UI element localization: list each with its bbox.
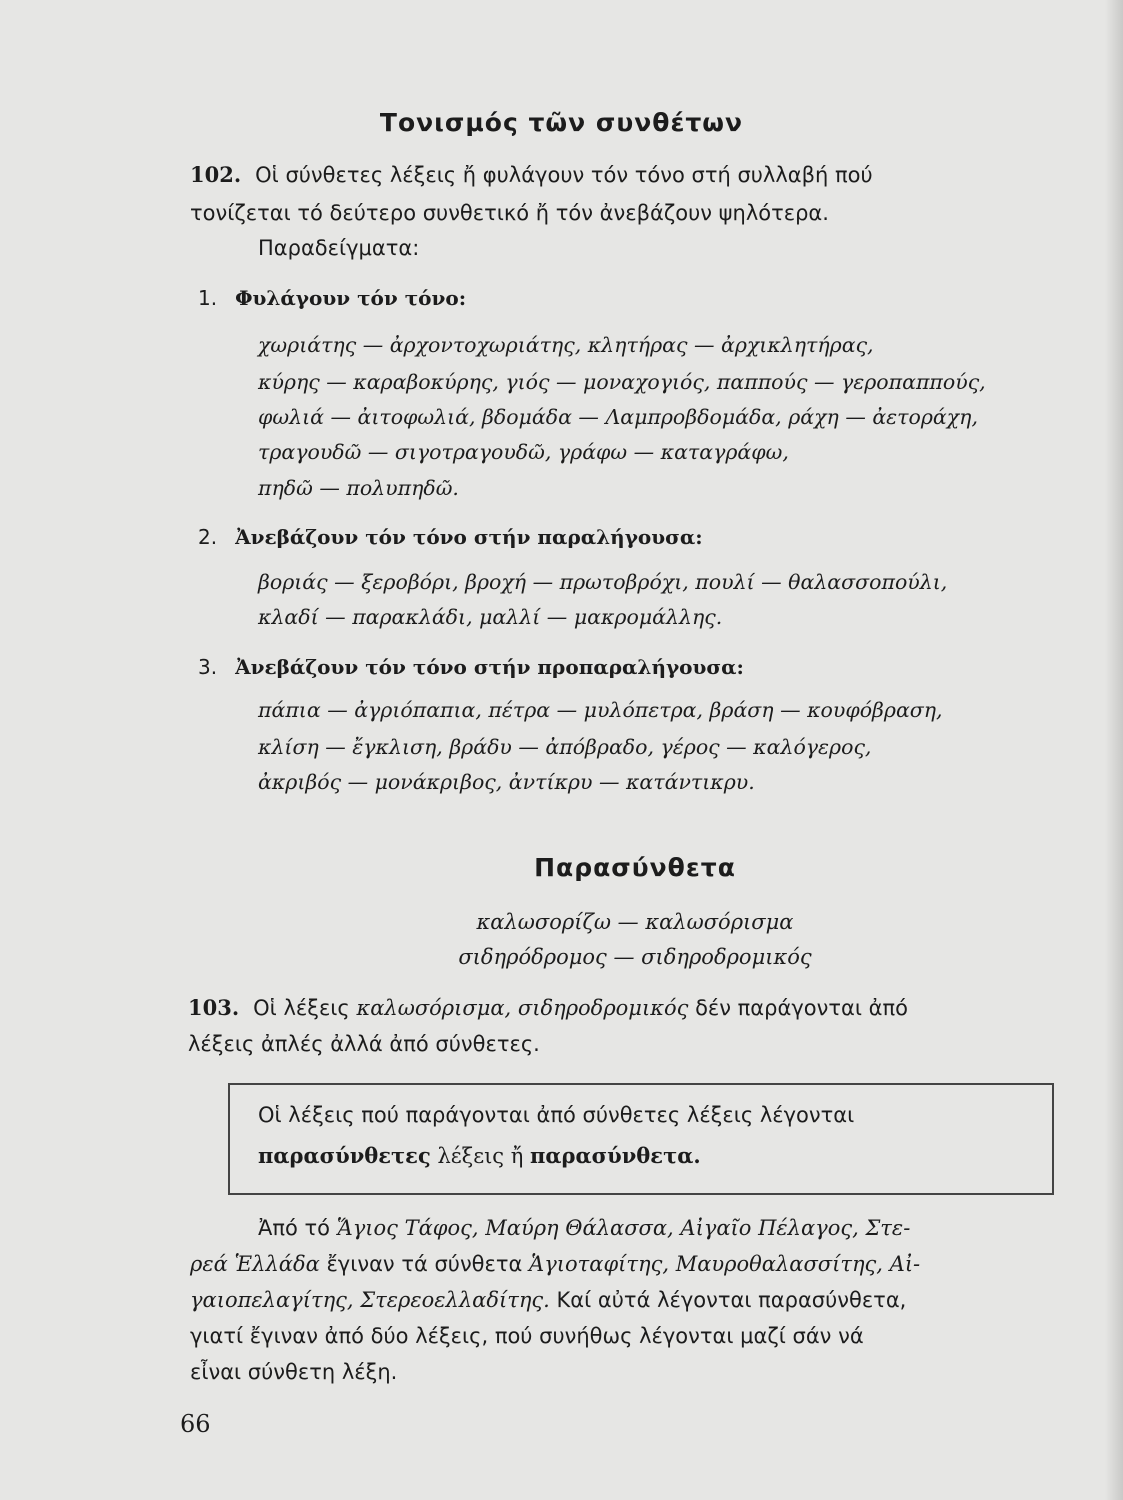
item-2-heading: [198, 525, 703, 549]
paragraph-103-italic: καλωσόρισμα, σιδηροδρομικός: [356, 996, 689, 1020]
final-italic: γαιοπελαγίτης, Στερεοελλαδίτης.: [190, 1288, 550, 1312]
rule-term: παρασύνθετες: [258, 1143, 431, 1168]
item-2-example-line: βοριάς — ξεροβόρι, βροχή — πρωτοβρόχι, πουλί — θαλασσοπούλι,: [258, 570, 948, 594]
final-paragraph-line1: [258, 1210, 910, 1246]
item-2-number: 2.: [198, 525, 218, 549]
section-title-parasyntheta: Παρασύνθετα: [534, 853, 736, 882]
final-italic: Ἁγιοταφίτης, Μαυροθαλασσίτης, Αἰ-: [529, 1252, 921, 1276]
rule-text: λέξεις ἤ: [437, 1144, 524, 1168]
rule-term: παρασύνθετα.: [530, 1143, 701, 1168]
item-1-heading: [198, 286, 466, 310]
final-paragraph-line5: εἶναι σύνθετη λέξη.: [190, 1360, 398, 1384]
item-2-title: Ἀνεβάζουν τόν τόνο στήν παραλήγουσα:: [235, 525, 703, 549]
paragraph-102-text: Οἱ σύνθετες λέξεις ἤ φυλάγουν τόν τόνο στή συλλαβή πού: [255, 163, 873, 187]
item-1-example-line: πηδῶ — πολυπηδῶ.: [258, 476, 459, 500]
paragraph-103-text: Οἱ λέξεις: [253, 996, 350, 1020]
item-1-example-line: τραγουδῶ — σιγοτραγουδῶ, γράφω — καταγράφω,: [258, 440, 789, 464]
item-1-number: 1.: [198, 286, 218, 310]
item-2-example-line: κλαδί — παρακλάδι, μαλλί — μακρομάλλης.: [258, 605, 723, 629]
rule-box-line2: [258, 1143, 701, 1168]
final-italic: Ἅγιος Τάφος, Μαύρη Θάλασσα, Αἰγαῖο Πέλαγος, Στε-: [336, 1216, 911, 1240]
item-3-heading: [198, 655, 744, 679]
rule-box-line1: Οἱ λέξεις πού παράγονται ἀπό σύνθετες λέξεις λέγονται: [258, 1103, 855, 1127]
item-3-example-line: πάπια — ἀγριόπαπια, πέτρα — μυλόπετρα, βράση — κουφόβραση,: [258, 698, 943, 722]
item-3-example-line: ἀκριβός — μονάκριβος, ἀντίκρυ — κατάντικρυ.: [258, 770, 755, 794]
item-1-example-line: χωριάτης — ἀρχοντοχωριάτης, κλητήρας — ἀρχικλητήρας,: [258, 333, 874, 357]
item-1-example-line: φωλιά — ἀιτοφωλιά, βδομάδα — Λαμπροβδομάδα, ράχη — ἀετοράχη,: [258, 405, 978, 429]
paragraph-number-102: 102.: [190, 162, 242, 187]
examples-label: Παραδείγματα:: [258, 236, 420, 260]
paragraph-number-103: 103.: [188, 995, 240, 1020]
paragraph-103-text: δέν παράγονται ἀπό: [695, 996, 908, 1020]
paragraph-103-line1: [188, 990, 908, 1026]
final-paragraph-line2: [190, 1246, 920, 1282]
final-text: Καί αὐτά λέγονται παρασύνθετα,: [556, 1288, 907, 1312]
page-number: 66: [180, 1410, 211, 1438]
paragraph-103-line2: λέξεις ἀπλές ἀλλά ἀπό σύνθετες.: [188, 1032, 540, 1056]
item-1-example-line: κύρης — καραβοκύρης, γιός — μοναχογιός, παππούς — γεροπαππούς,: [258, 370, 986, 394]
paragraph-102-line2: τονίζεται τό δεύτερο συνθετικό ἤ τόν ἀνεβάζουν ψηλότερα.: [190, 201, 829, 225]
section-title-compounds: Τονισμός τῶν συνθέτων: [379, 108, 744, 137]
final-text: Ἀπό τό: [258, 1216, 331, 1240]
item-3-title: Ἀνεβάζουν τόν τόνο στήν προπαραλήγουσα:: [235, 655, 744, 679]
final-paragraph-line4: γιατί ἔγιναν ἀπό δύο λέξεις, πού συνήθως λέγονται μαζί σάν νά: [190, 1324, 864, 1348]
final-italic: ρεά Ἑλλάδα: [190, 1252, 320, 1276]
final-text: ἔγιναν τά σύνθετα: [326, 1252, 523, 1276]
item-3-number: 3.: [198, 655, 218, 679]
item-1-title: Φυλάγουν τόν τόνο:: [235, 286, 467, 310]
item-3-example-line: κλίση — ἔγκλιση, βράδυ — ἀπόβραδο, γέρος — καλόγερος,: [258, 735, 872, 759]
centered-example-line: σιδηρόδρομος — σιδηροδρομικός: [458, 945, 812, 969]
final-paragraph-line3: [190, 1282, 906, 1318]
paragraph-102-line1: [190, 157, 873, 193]
centered-example-line: καλωσορίζω — καλωσόρισμα: [476, 910, 794, 934]
rule-box: [228, 1083, 1054, 1195]
